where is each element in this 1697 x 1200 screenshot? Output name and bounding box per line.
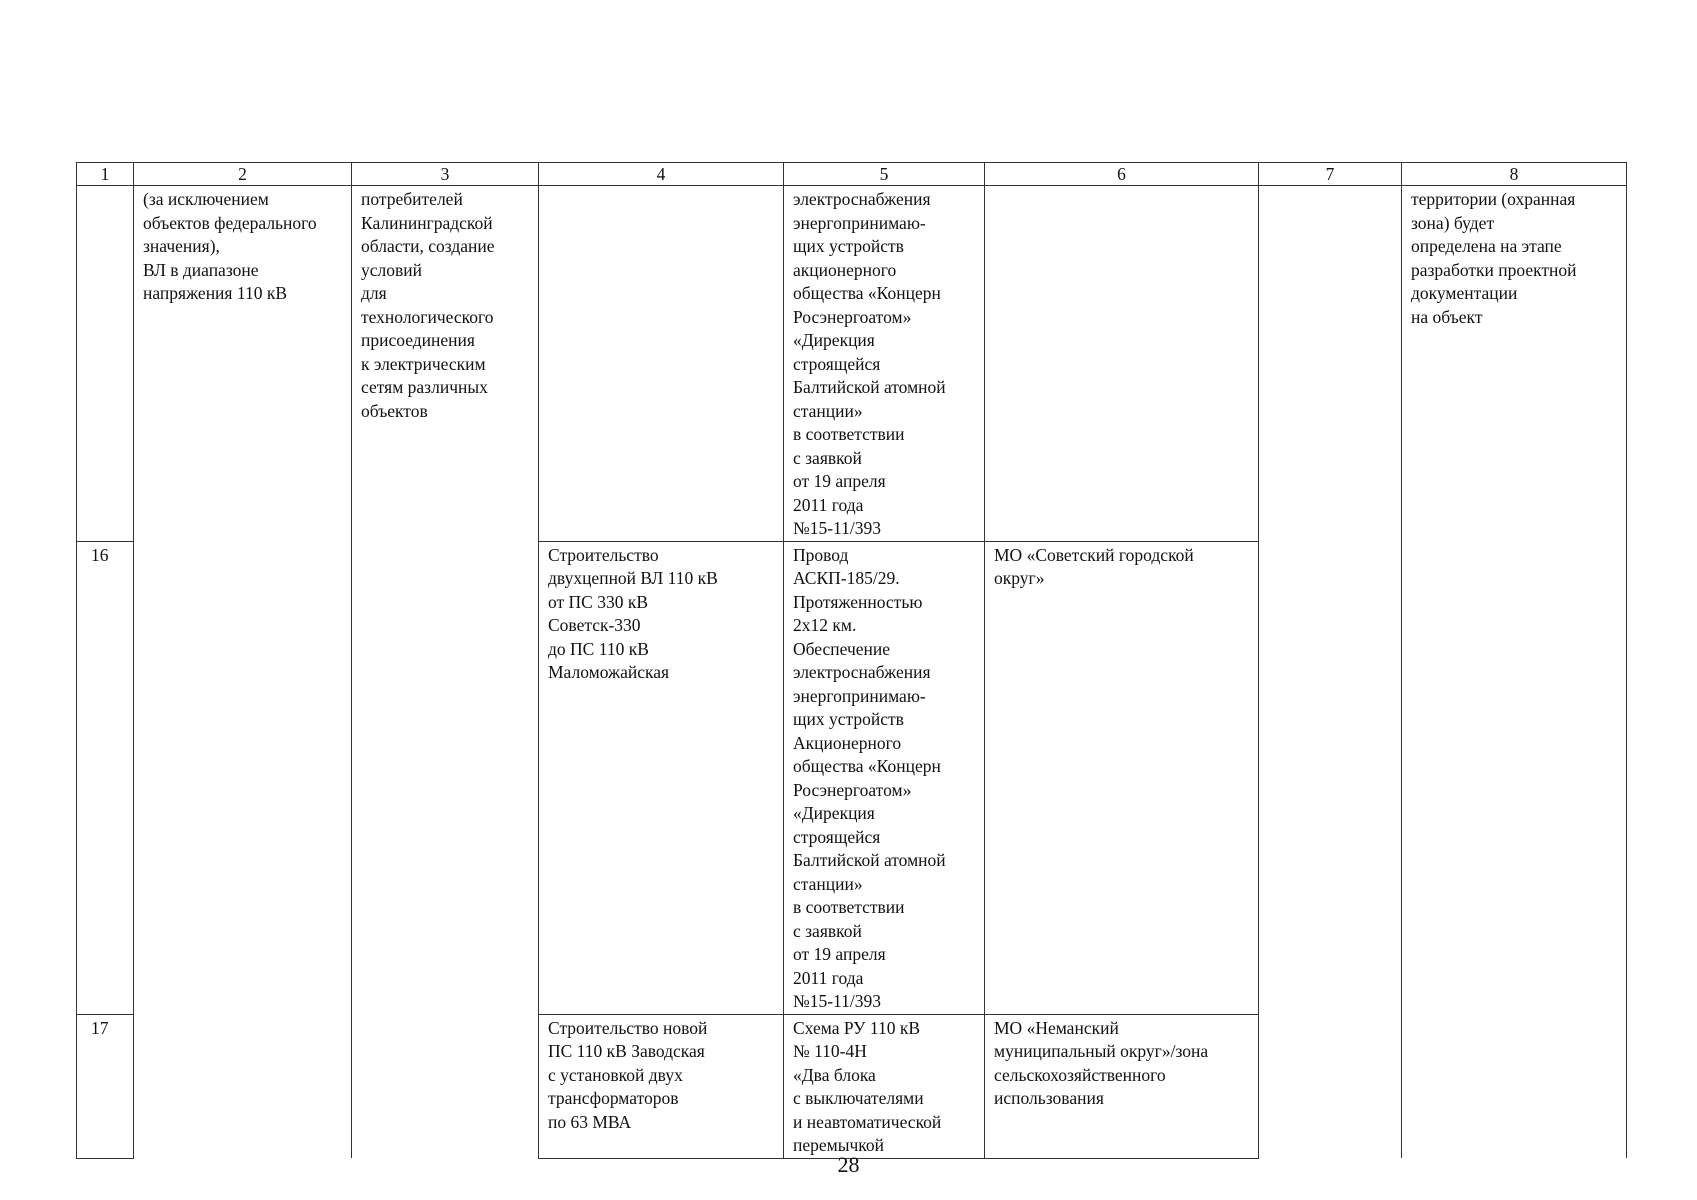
characteristics-cell: электроснабжения энергопринимаю- щих устройств акционерного общества «Концерн Росэнергоатом» «Дирекция строящейся Балтийской атомной станции» в соответствии с заявкой от 19 апреля 2011 года №15-11/393 — [784, 186, 985, 542]
row-number-cell — [77, 186, 134, 542]
characteristics-cell: Схема РУ 110 кВ № 110-4Н «Два блока с выключателями и неавтоматической перемычкой — [784, 1014, 985, 1158]
row-number-cell: 17 — [77, 1014, 134, 1158]
goal-cell: потребителей Калининградской области, создание условий для технологического присоединения к электрическим сетям различных объектов — [352, 186, 539, 1159]
page-number: 28 — [837, 1152, 860, 1177]
object-name-cell: Строительство двухцепной ВЛ 110 кВ от ПС 330 кВ Советск-330 до ПС 110 кВ Маломожайская — [539, 541, 784, 1014]
protection-zone-cell: территории (охранная зона) будет определена на этапе разработки проектной документации на объект — [1402, 186, 1627, 1159]
object-purpose-cell: (за исключением объектов федерального значения), ВЛ в диапазоне напряжения 110 кВ — [134, 186, 352, 1159]
object-name-cell — [539, 186, 784, 542]
column-number-row — [77, 163, 1627, 186]
column-header: 2 — [134, 163, 352, 186]
column-header: 4 — [539, 163, 784, 186]
document-table — [76, 162, 1627, 1159]
table-row — [77, 186, 1627, 542]
characteristics-cell: Провод АСКП-185/29. Протяженностью 2х12 км. Обеспечение электроснабжения энергопринимаю- щих устройств Акционерного общества «Концерн Росэнергоатом» «Дирекция строящейся Балтийской атомной станции» в соответствии с заявкой от 19 апреля 2011 года №15-11/393 — [784, 541, 985, 1014]
object-name-cell: Строительство новой ПС 110 кВ Заводская с установкой двух трансформаторов по 63 МВА — [539, 1014, 784, 1158]
column-header: 6 — [985, 163, 1259, 186]
column-7-cell — [1259, 186, 1402, 1159]
column-header: 5 — [784, 163, 985, 186]
location-cell: МО «Советский городской округ» — [985, 541, 1259, 1014]
column-header: 8 — [1402, 163, 1627, 186]
column-header: 1 — [77, 163, 134, 186]
row-number-cell: 16 — [77, 541, 134, 1014]
column-header: 7 — [1259, 163, 1402, 186]
column-header: 3 — [352, 163, 539, 186]
location-cell — [985, 186, 1259, 542]
location-cell: МО «Неманский муниципальный округ»/зона сельскохозяйственного использования — [985, 1014, 1259, 1158]
